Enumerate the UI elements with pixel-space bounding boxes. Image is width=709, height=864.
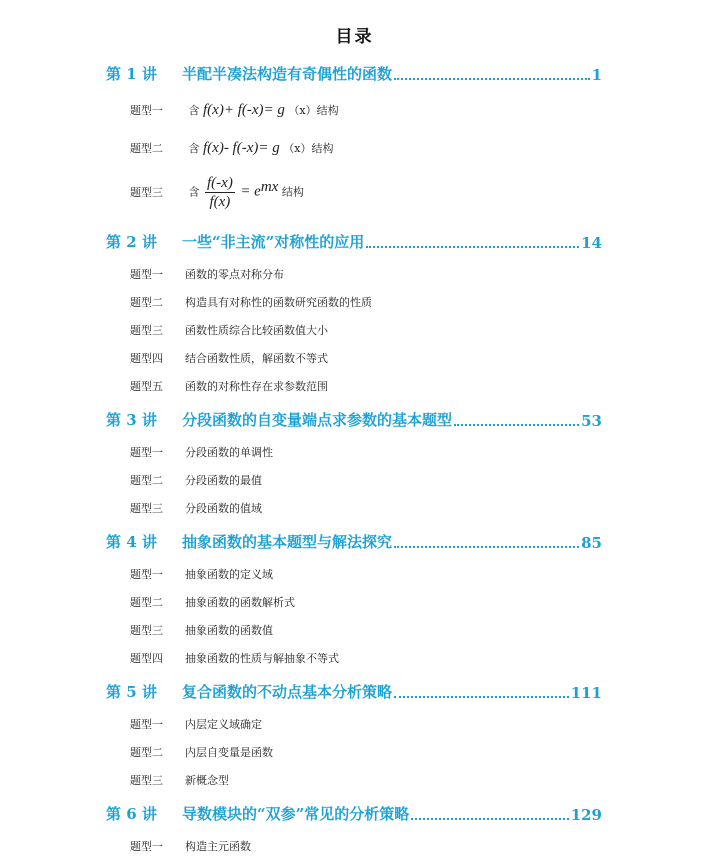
- topic-prefix: 含: [188, 142, 200, 155]
- topic-item[interactable]: [130, 744, 273, 760]
- topic-label: 题型二: [130, 596, 163, 609]
- topic-suffix: 结构: [281, 185, 304, 199]
- lecture-3-entry[interactable]: [106, 408, 602, 430]
- topic-label: 题型五: [130, 380, 163, 393]
- topic-item[interactable]: [130, 294, 372, 310]
- formula: = e: [240, 183, 261, 200]
- lecture-number: 第 5 讲: [106, 683, 157, 701]
- topic-text: 分段函数的单调性: [185, 446, 273, 459]
- topic-item[interactable]: [130, 594, 295, 610]
- lecture-4-entry[interactable]: [106, 530, 602, 552]
- topic-label: 题型二: [130, 474, 163, 487]
- topic-text: 抽象函数的性质与解抽象不等式: [185, 652, 339, 665]
- page-title: 目录: [335, 27, 374, 47]
- topic-item[interactable]: [130, 838, 251, 854]
- topic-item[interactable]: [130, 322, 328, 338]
- lecture-number: 第 3 讲: [106, 411, 157, 429]
- topic-text: 函数性质综合比较函数值大小: [185, 324, 328, 337]
- topic-item[interactable]: [130, 444, 273, 460]
- lecture-title: 半配半凑法构造有奇偶性的函数: [182, 65, 393, 83]
- topic-suffix: （x）结构: [283, 142, 334, 155]
- page-number: 1: [591, 66, 602, 84]
- formula: f(x)+ f(-x)= g: [203, 102, 285, 118]
- topic-label: 题型三: [130, 774, 163, 787]
- lecture-title: 一些“非主流”对称性的应用: [182, 233, 365, 251]
- topic-item[interactable]: [130, 716, 262, 732]
- lecture-6-entry[interactable]: [106, 802, 602, 824]
- topic-item[interactable]: [130, 102, 339, 119]
- topic-label: 题型一: [130, 446, 163, 459]
- topic-text: 构造主元函数: [185, 840, 251, 853]
- lecture-number: 第 6 讲: [106, 805, 157, 823]
- lecture-title: 分段函数的自变量端点求参数的基本题型: [182, 411, 453, 429]
- topic-text: 构造具有对称性的函数研究函数的性质: [185, 296, 372, 309]
- lecture-title: 复合函数的不动点基本分析策略: [182, 683, 393, 701]
- topic-item[interactable]: [130, 174, 304, 211]
- topic-item[interactable]: [130, 622, 273, 638]
- dot-leader: [454, 424, 579, 426]
- topic-text: 结合函数性质，解函数不等式: [185, 352, 328, 365]
- topic-text: 分段函数的最值: [185, 474, 262, 487]
- formula: f(x)- f(-x)= g: [203, 140, 280, 156]
- topic-item[interactable]: [130, 650, 339, 666]
- page-number: 53: [581, 412, 602, 430]
- page-number: 129: [570, 806, 602, 824]
- dot-leader: [394, 78, 590, 80]
- page-number: 111: [570, 684, 602, 702]
- topic-label: 题型一: [130, 568, 163, 581]
- lecture-number: 第 2 讲: [106, 233, 157, 251]
- topic-prefix: 含: [188, 185, 200, 199]
- lecture-2-entry[interactable]: [106, 230, 602, 252]
- lecture-title: 导数模块的“双参”常见的分析策略: [182, 805, 410, 823]
- topic-text: 新概念型: [185, 774, 229, 787]
- topic-item[interactable]: [130, 378, 328, 394]
- topic-label: 题型一: [130, 718, 163, 731]
- dot-leader: [366, 246, 579, 248]
- lecture-number: 第 4 讲: [106, 533, 157, 551]
- topic-item[interactable]: [130, 266, 284, 282]
- topic-text: 函数的零点对称分布: [185, 268, 284, 281]
- topic-label: 题型四: [130, 652, 163, 665]
- topic-text: 内层自变量是函数: [185, 746, 273, 759]
- topic-label: 题型二: [130, 142, 163, 155]
- topic-item[interactable]: [130, 140, 333, 157]
- fraction: [205, 174, 235, 211]
- topic-label: 题型四: [130, 352, 163, 365]
- dot-leader: [394, 546, 579, 548]
- topic-suffix: （x）结构: [288, 104, 339, 117]
- lecture-1-entry[interactable]: [106, 62, 602, 84]
- topic-label: 题型一: [130, 268, 163, 281]
- topic-item[interactable]: [130, 472, 262, 488]
- exponent: mx: [260, 178, 279, 195]
- page-number: 14: [581, 234, 602, 252]
- topic-label: 题型三: [130, 624, 163, 637]
- dot-leader: [411, 818, 568, 820]
- topic-label: 题型二: [130, 746, 163, 759]
- lecture-title: 抽象函数的基本题型与解法探究: [182, 533, 393, 551]
- topic-text: 分段函数的值域: [185, 502, 262, 515]
- topic-label: 题型二: [130, 296, 163, 309]
- topic-text: 抽象函数的定义域: [185, 568, 273, 581]
- lecture-5-entry[interactable]: [106, 680, 602, 702]
- dot-leader: [394, 696, 569, 698]
- topic-label: 题型三: [130, 324, 163, 337]
- topic-label: 题型一: [130, 840, 163, 853]
- topic-label: 题型三: [130, 185, 163, 199]
- topic-text: 函数的对称性存在求参数范围: [185, 380, 328, 393]
- topic-text: 内层定义域确定: [185, 718, 262, 731]
- topic-text: 抽象函数的函数解析式: [185, 596, 295, 609]
- page-number: 85: [581, 534, 602, 552]
- fraction-numerator: f(-x): [207, 175, 233, 191]
- topic-item[interactable]: [130, 350, 328, 366]
- topic-prefix: 含: [188, 104, 200, 117]
- topic-label: 题型一: [130, 104, 163, 117]
- lecture-number: 第 1 讲: [106, 65, 157, 83]
- fraction-denominator: f(x): [209, 194, 231, 210]
- topic-label: 题型三: [130, 502, 163, 515]
- topic-text: 抽象函数的函数值: [185, 624, 273, 637]
- topic-item[interactable]: [130, 500, 262, 516]
- topic-item[interactable]: [130, 772, 229, 788]
- topic-item[interactable]: [130, 566, 273, 582]
